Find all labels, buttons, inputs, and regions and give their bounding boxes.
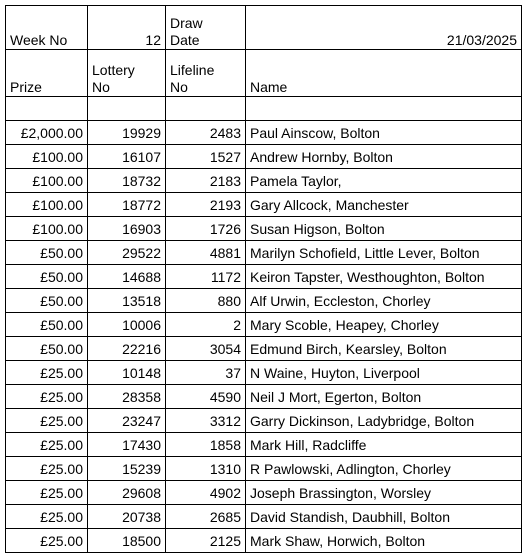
- winner-name-cell: Gary Allcock, Manchester: [246, 193, 522, 217]
- prize-cell: £50.00: [6, 289, 88, 313]
- empty-cell: [88, 97, 166, 121]
- lottery-number-cell: 29608: [88, 481, 166, 505]
- prize-cell: £25.00: [6, 529, 88, 553]
- table-row: [6, 385, 522, 409]
- week-label: Week No: [10, 32, 68, 48]
- lifeline-number-cell: 4590: [166, 385, 246, 409]
- lottery-number-cell: 14688: [88, 265, 166, 289]
- lottery-number-cell: 13518: [88, 289, 166, 313]
- lottery-number-cell: 15239: [88, 457, 166, 481]
- table-row: [6, 505, 522, 529]
- prize-cell: £2,000.00: [6, 121, 88, 145]
- table-row: [6, 169, 522, 193]
- prize-cell: £25.00: [6, 457, 88, 481]
- winner-name-cell: Joseph Brassington, Worsley: [246, 481, 522, 505]
- winner-name-cell: Susan Higson, Bolton: [246, 217, 522, 241]
- lifeline-number-cell: 2193: [166, 193, 246, 217]
- lifeline-number-cell: 1172: [166, 265, 246, 289]
- empty-cell: [166, 97, 246, 121]
- lottery-number-cell: 16903: [88, 217, 166, 241]
- lifeline-number-cell: 4902: [166, 481, 246, 505]
- winner-name-cell: Mary Scoble, Heapey, Chorley: [246, 313, 522, 337]
- week-label-cell: [6, 6, 88, 50]
- week-value: 12: [145, 32, 161, 48]
- prize-cell: £100.00: [6, 193, 88, 217]
- prize-cell: £25.00: [6, 361, 88, 385]
- prize-cell: £25.00: [6, 481, 88, 505]
- lifeline-number-cell: 1527: [166, 145, 246, 169]
- lifeline-header-cell: [166, 50, 246, 97]
- prize-cell: £100.00: [6, 145, 88, 169]
- lifeline-number-cell: 1726: [166, 217, 246, 241]
- table-body: [6, 6, 522, 553]
- table-row: [6, 481, 522, 505]
- lifeline-number-cell: 4881: [166, 241, 246, 265]
- lifeline-number-cell: 1310: [166, 457, 246, 481]
- header-row-week: [6, 6, 522, 50]
- lifeline-number-cell: 37: [166, 361, 246, 385]
- prize-cell: £50.00: [6, 241, 88, 265]
- empty-cell: [6, 97, 88, 121]
- winner-name-cell: Alf Urwin, Eccleston, Chorley: [246, 289, 522, 313]
- table-row: [6, 313, 522, 337]
- prize-cell: £25.00: [6, 385, 88, 409]
- lifeline-number-cell: 2125: [166, 529, 246, 553]
- winner-name-cell: Neil J Mort, Egerton, Bolton: [246, 385, 522, 409]
- lottery-number-cell: 10148: [88, 361, 166, 385]
- table-row: [6, 337, 522, 361]
- prize-cell: £50.00: [6, 265, 88, 289]
- table-row: [6, 289, 522, 313]
- draw-date-value: 21/03/2025: [446, 32, 517, 48]
- lifeline-number-cell: 2685: [166, 505, 246, 529]
- table-row: [6, 217, 522, 241]
- lottery-number-cell: 20738: [88, 505, 166, 529]
- lifeline-number-cell: 2183: [166, 169, 246, 193]
- prize-cell: £25.00: [6, 409, 88, 433]
- table-row: [6, 193, 522, 217]
- winner-name-cell: Pamela Taylor,: [246, 169, 522, 193]
- draw-date-label-cell: [166, 6, 246, 50]
- prize-header: Prize: [10, 79, 42, 95]
- winner-name-cell: Marilyn Schofield, Little Lever, Bolton: [246, 241, 522, 265]
- lifeline-number-cell: 880: [166, 289, 246, 313]
- winner-name-cell: Edmund Birch, Kearsley, Bolton: [246, 337, 522, 361]
- table-row: [6, 241, 522, 265]
- winner-name-cell: N Waine, Huyton, Liverpool: [246, 361, 522, 385]
- winner-name-cell: Keiron Tapster, Westhoughton, Bolton: [246, 265, 522, 289]
- lottery-number-cell: 17430: [88, 433, 166, 457]
- prize-cell: £100.00: [6, 217, 88, 241]
- lottery-number-cell: 29522: [88, 241, 166, 265]
- table-row: [6, 529, 522, 553]
- lifeline-header-line2: No: [170, 79, 188, 95]
- lottery-number-cell: 18772: [88, 193, 166, 217]
- winner-name-cell: Garry Dickinson, Ladybridge, Bolton: [246, 409, 522, 433]
- lottery-number-cell: 22216: [88, 337, 166, 361]
- lottery-header-line1: Lottery: [92, 62, 135, 78]
- header-row-columns: [6, 50, 522, 97]
- prize-cell: £25.00: [6, 433, 88, 457]
- lifeline-header-line1: Lifeline: [170, 62, 215, 78]
- table-row: [6, 433, 522, 457]
- name-header-cell: [246, 50, 522, 97]
- winner-name-cell: R Pawlowski, Adlington, Chorley: [246, 457, 522, 481]
- empty-cell: [246, 97, 522, 121]
- winner-name-cell: Andrew Hornby, Bolton: [246, 145, 522, 169]
- draw-date-label-line1: Draw: [170, 15, 203, 31]
- table-row: [6, 265, 522, 289]
- winner-name-cell: Mark Hill, Radcliffe: [246, 433, 522, 457]
- table-row: [6, 361, 522, 385]
- lifeline-number-cell: 1858: [166, 433, 246, 457]
- empty-row: [6, 97, 522, 121]
- table-row: [6, 457, 522, 481]
- lottery-number-cell: 18732: [88, 169, 166, 193]
- prize-header-cell: [6, 50, 88, 97]
- name-header: Name: [250, 79, 288, 95]
- lottery-header-line2: No: [92, 79, 110, 95]
- prize-cell: £50.00: [6, 313, 88, 337]
- week-value-cell: [88, 6, 166, 50]
- draw-date-value-cell: [246, 6, 522, 50]
- prize-cell: £50.00: [6, 337, 88, 361]
- lifeline-number-cell: 3054: [166, 337, 246, 361]
- draw-date-label-line2: Date: [170, 32, 200, 48]
- table-row: [6, 409, 522, 433]
- prize-cell: £25.00: [6, 505, 88, 529]
- lottery-number-cell: 19929: [88, 121, 166, 145]
- winner-name-cell: David Standish, Daubhill, Bolton: [246, 505, 522, 529]
- table-row: [6, 145, 522, 169]
- lottery-number-cell: 28358: [88, 385, 166, 409]
- lifeline-number-cell: 3312: [166, 409, 246, 433]
- lifeline-number-cell: 2483: [166, 121, 246, 145]
- lottery-number-cell: 10006: [88, 313, 166, 337]
- table-row: [6, 121, 522, 145]
- lottery-number-cell: 16107: [88, 145, 166, 169]
- winner-name-cell: Paul Ainscow, Bolton: [246, 121, 522, 145]
- lottery-number-cell: 23247: [88, 409, 166, 433]
- lottery-header-cell: [88, 50, 166, 97]
- winner-name-cell: Mark Shaw, Horwich, Bolton: [246, 529, 522, 553]
- prize-cell: £100.00: [6, 169, 88, 193]
- lottery-results-table: [5, 5, 522, 553]
- lifeline-number-cell: 2: [166, 313, 246, 337]
- lottery-number-cell: 18500: [88, 529, 166, 553]
